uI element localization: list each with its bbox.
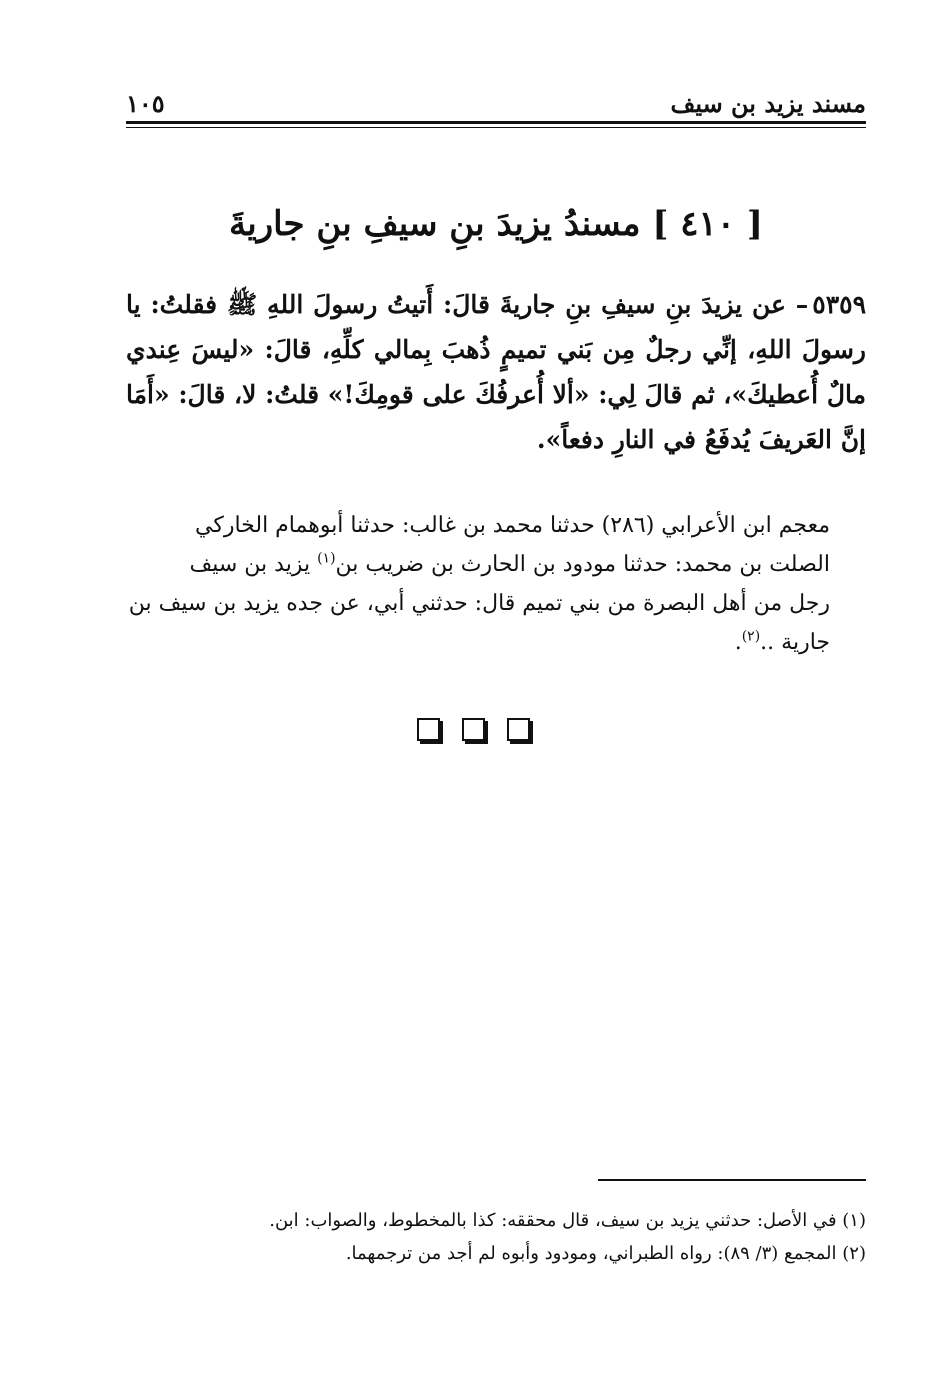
hadith-paragraph [126,282,866,462]
footnote-separator [598,1179,866,1181]
section-title: [ ٤١٠ ] مسندُ يزيدَ بنِ سيفِ بنِ جاريةَ [229,204,763,244]
source-line-part: يزيد بن سيف [189,552,318,577]
footnote-ref-1[interactable]: (١) [317,550,336,567]
source-line: رجل من أهل البصرة من بني تميم قال: حدثني أبي، عن جده يزيد بن سيف بن [128,591,830,616]
header-rule-thin [126,127,866,128]
ornament-box-icon [507,718,530,741]
footnote-ref-2[interactable]: (٢) [741,628,761,645]
header-rule-thick [126,121,866,124]
footnotes [126,1204,866,1270]
running-header [126,84,866,118]
hadith-text: – عن يزيدَ بنِ سيفِ بنِ جاريةَ قالَ: أَتيتُ رسولَ اللهِ ﷺ فقلتُ: يا رسولَ اللهِ، إنِّي رجلٌ مِن بَني تميمٍ ذُهبَ بِمالي كلِّهِ، قالَ: «ليسَ عِندي مالٌ أُعطيكَ»، ثم قالَ لِي: «ألا أُعرفُكَ على قومِكَ!» قلتُ: لا، قالَ: «أَمَا إنَّ العَريفَ يُدفَعُ في النارِ دفعاً». [126,290,866,454]
footnote-1: (١) في الأصل: حدثني يزيد بن سيف، قال محققه: كذا بالمخطوط، والصواب: ابن. [269,1210,866,1231]
source-line-part: جارية .. [760,630,830,655]
source-line-end: . [734,630,742,655]
ornament-box-icon [462,718,485,741]
ornament-box-icon [417,718,440,741]
running-title: مسند يزيد بن سيف [670,89,866,118]
hadith-number: ٥٣٥٩ [812,290,866,319]
section-divider-ornament [0,718,946,741]
source-line: معجم ابن الأعرابي (٢٨٦) حدثنا محمد بن غالب: حدثنا أبوهمام الخاركي [195,513,830,538]
source-line [126,623,866,662]
page-number: ١٠٥ [126,89,165,118]
source-paragraph [126,506,866,662]
source-line [126,545,866,584]
footnote-2: (٢) المجمع (٣/ ٨٩): رواه الطبراني، ومودود وأبوه لم أجد من ترجمهما. [345,1243,866,1264]
source-line-part: الصلت بن محمد: حدثنا مودود بن الحارث بن ضريب بن [335,552,830,577]
source-text [126,506,866,662]
